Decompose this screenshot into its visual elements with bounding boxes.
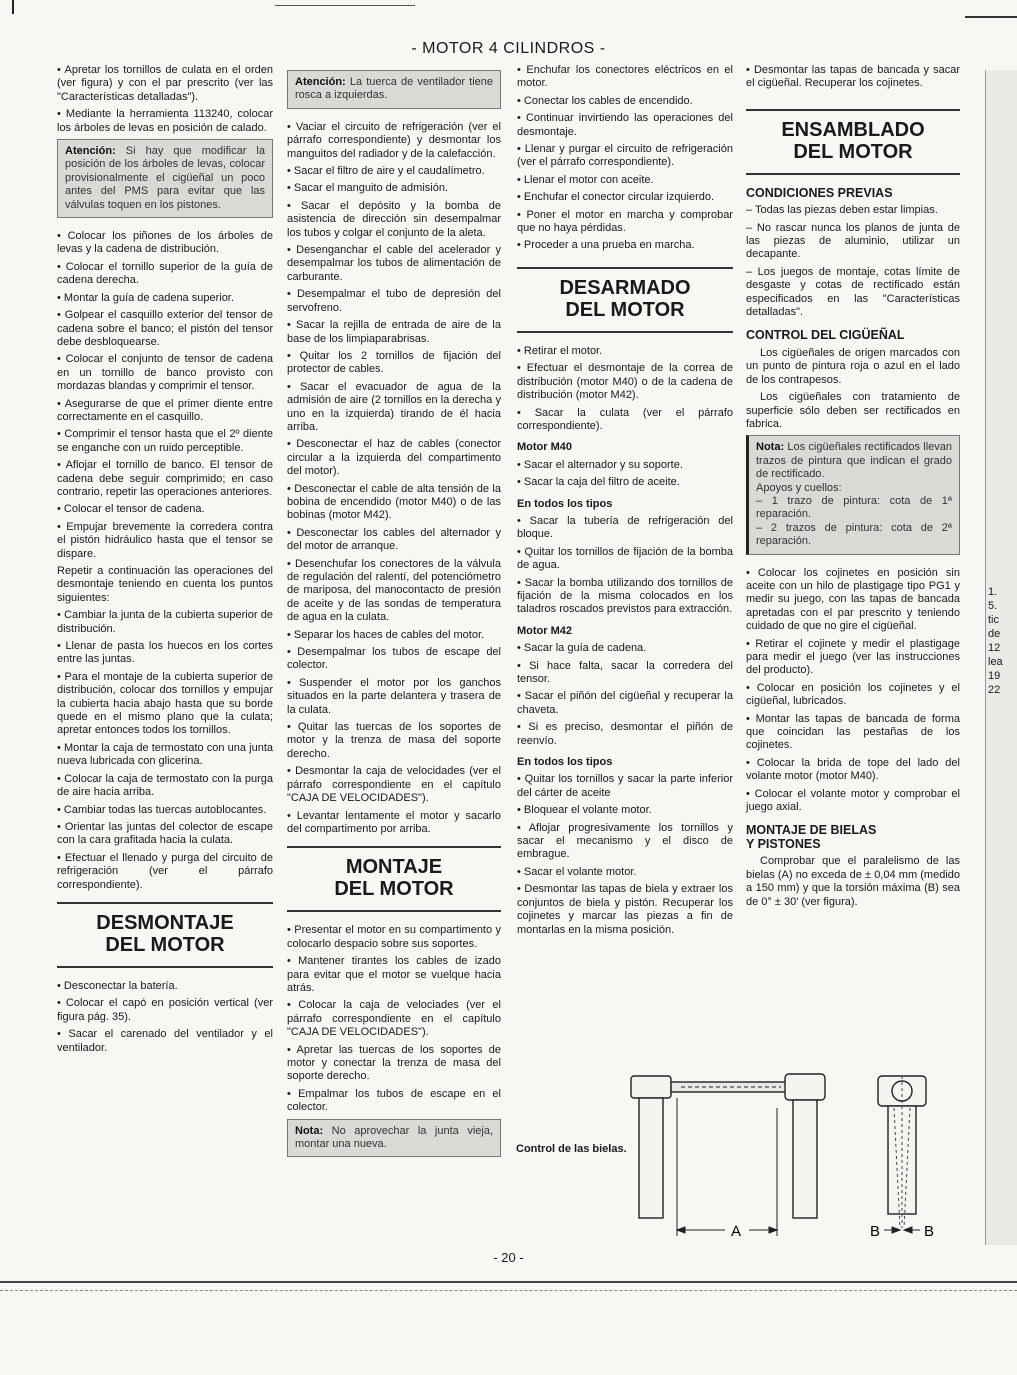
box-line: – 2 trazos de pintura: cota de 2ª reparación. bbox=[756, 521, 952, 548]
edge-text: 19 bbox=[988, 670, 1001, 682]
paragraph: • Colocar el volante motor y comprobar el juego axial. bbox=[746, 788, 960, 815]
paragraph: • Apretar las tuercas de los soportes de motor y conectar la trenza de masa del soporte derecho. bbox=[287, 1044, 501, 1084]
paragraph: • Desconectar el haz de cables (conector circular a la izquierda del compartimento del motor). bbox=[287, 438, 501, 478]
bottom-rule bbox=[0, 1281, 1017, 1283]
paragraph: • Sacar la guía de cadena. bbox=[517, 642, 733, 655]
top-right-rule bbox=[965, 16, 1017, 18]
column-1 bbox=[57, 64, 273, 1059]
edge-text: 22 bbox=[988, 684, 1001, 696]
paragraph: • Apretar los tornillos de culata en el orden (ver figura) y con el par prescrito (ver las "Características detalladas"). bbox=[57, 64, 273, 104]
subheading: En todos los tipos bbox=[517, 756, 613, 769]
paragraph: • Llenar el motor con aceite. bbox=[517, 174, 733, 187]
paragraph: • Sacar la rejilla de entrada de aire de la base de los limpiaparabrisas. bbox=[287, 319, 501, 346]
box-label: Nota: bbox=[295, 1124, 324, 1137]
subheading bbox=[746, 824, 960, 851]
rod-left bbox=[631, 1076, 671, 1218]
paragraph: • Desmontar las tapas de bancada y sacar el cigüeñal. Recuperar los cojinetes. bbox=[746, 64, 960, 91]
paragraph: – Todas las piezas deben estar limpias. bbox=[746, 204, 938, 217]
edge-text: 1. bbox=[988, 586, 998, 598]
paragraph: • Colocar la caja de termostato con la purga de aire hacia arriba. bbox=[57, 773, 273, 800]
paragraph: • Enchufar el conector circular izquierdo. bbox=[517, 191, 733, 204]
dimension-a bbox=[677, 1098, 777, 1236]
bottom-rule-dashed bbox=[0, 1290, 1017, 1291]
paragraph: • Levantar lentamente el motor y sacarlo del compartimento por arriba. bbox=[287, 810, 501, 837]
paragraph: • Sacar el volante motor. bbox=[517, 866, 733, 879]
box-label: Nota: bbox=[756, 441, 785, 454]
section-title-line-1: MONTAJE bbox=[345, 856, 443, 879]
paragraph: • Montar la guía de cadena superior. bbox=[57, 292, 273, 305]
paragraph: • Suspender el motor por los ganchos situados en la parte delantera y trasera de la culata. bbox=[287, 677, 501, 717]
adjacent-page-edge bbox=[985, 70, 1017, 1245]
paragraph: • Sacar la bomba utilizando dos tornillos de fijación de la misma colocados en los taladros roscados previstos para extracción. bbox=[517, 577, 733, 617]
section-title-line-2: DEL MOTOR bbox=[565, 298, 685, 321]
box-label: Atención: bbox=[65, 145, 116, 158]
box-label: Atención: bbox=[295, 76, 346, 88]
box-text: La tuerca de ventilador tiene rosca a izquierdas. bbox=[295, 76, 493, 102]
corner-mark bbox=[12, 0, 14, 14]
paragraph: • Quitar los 2 tornillos de fijación del protector de cables. bbox=[287, 350, 501, 377]
paragraph: • Desconectar los cables del alternador y del motor de arranque. bbox=[287, 527, 501, 554]
paragraph: • Mantener tirantes los cables de izado para evitar que el motor se vuelque hacia atrás. bbox=[287, 955, 501, 995]
paragraph: • Colocar los cojinetes en posición sin aceite con un hilo de plastigage tipo PG1 y medir su juego, con las tapas de bancada apretadas con el par prescrito y teniendo cuidado de que no gire el cigüeñal. bbox=[746, 567, 960, 634]
paragraph: • Retirar el cojinete y medir el plastigage para medir el juego (ver las instrucciones del producto). bbox=[746, 638, 960, 678]
box-text: No aprovechar la junta vieja, montar una nueva. bbox=[295, 1124, 493, 1150]
paragraph: • Desmontar las tapas de biela y extraer los conjuntos de biela y pistón. Recuperar los cojinetes y marcar las piezas a fin de montarlas en la misma posición. bbox=[517, 883, 733, 937]
paragraph: • Retirar el motor. bbox=[517, 345, 733, 358]
paragraph: Los cigüeñales con tratamiento de superficie sólo deben ser rectificados en fabrica. bbox=[746, 391, 960, 430]
note-box bbox=[287, 1119, 501, 1158]
box-line: – 1 trazo de pintura: cota de 1ª reparación. bbox=[756, 494, 952, 521]
paragraph: Comprobar que el paralelismo de las bielas (A) no exceda de ± 0,04 mm (medido a 150 mm) y que la torsión máxima (B) sea de 0° ± 30' (ver figura). bbox=[746, 855, 960, 908]
subheading-line-1: MONTAJE DE BIELAS bbox=[746, 823, 877, 838]
section-title-line-1: ENSAMBLADO bbox=[781, 118, 925, 141]
box-line: Apoyos y cuellos: bbox=[756, 481, 842, 494]
subheading: Motor M40 bbox=[517, 441, 572, 454]
subheading: En todos los tipos bbox=[517, 497, 613, 510]
paragraph: • Desmontar la caja de velocidades (ver el párrafo correspondiente en el capítulo "CAJA DE VELOCIDADES"). bbox=[287, 765, 501, 805]
paragraph: • Desempalmar el tubo de depresión del servofreno. bbox=[287, 288, 501, 315]
paragraph: • Sacar el piñón del cigüeñal y recuperar la chaveta. bbox=[517, 690, 733, 717]
subheading-line-2: Y PISTONES bbox=[746, 836, 821, 851]
rod-beam bbox=[671, 1082, 791, 1092]
section-heading-montaje bbox=[287, 846, 501, 912]
rod-right bbox=[785, 1074, 825, 1218]
label-a: A bbox=[731, 1223, 742, 1240]
edge-text: lea bbox=[988, 656, 1003, 668]
paragraph: • Separar los haces de cables del motor. bbox=[287, 629, 501, 642]
page-number: - 20 - bbox=[493, 1250, 524, 1265]
paragraph: – Los juegos de montaje, cotas límite de desgaste y cotas de rectificado están especificados en las "Características detalladas". bbox=[746, 265, 960, 319]
paragraph: • Empalmar los tubos de escape en el colector. bbox=[287, 1088, 501, 1115]
column-4 bbox=[746, 64, 960, 913]
paragraph: • Sacar el filtro de aire y el caudalímetro. bbox=[287, 165, 501, 178]
subheading: Motor M42 bbox=[517, 624, 572, 637]
column-3 bbox=[517, 64, 733, 941]
paragraph: • Colocar el capó en posición vertical (ver figura pág. 35). bbox=[57, 997, 273, 1024]
paragraph: • Desconectar la batería. bbox=[57, 980, 273, 993]
subheading: CONTROL DEL CIGÜEÑAL bbox=[746, 328, 905, 343]
paragraph: • Orientar las juntas del colector de escape con la cara grafitada hacia la culata. bbox=[57, 821, 273, 848]
paragraph: • Comprimir el tensor hasta que el 2º diente se enganche con un ruido perceptible. bbox=[57, 428, 273, 455]
paragraph: • Llenar de pasta los huecos en los cortes entre las juntas. bbox=[57, 640, 273, 667]
edge-text: de bbox=[988, 628, 1001, 640]
note-box bbox=[746, 435, 960, 554]
paragraph: • Montar la caja de termostato con una junta nueva lubricada con glicerina. bbox=[57, 742, 273, 769]
paragraph: • Efectuar el llenado y purga del circuito de refrigeración (ver el párrafo correspondiente). bbox=[57, 852, 273, 892]
paragraph: • Cambiar la junta de la cubierta superior de distribución. bbox=[57, 609, 273, 636]
section-heading-desarmado bbox=[517, 267, 733, 333]
paragraph: • Bloquear el volante motor. bbox=[517, 804, 733, 817]
paragraph: • Conectar los cables de encendido. bbox=[517, 95, 733, 108]
paragraph: • Llenar y purgar el circuito de refrigeración (ver el párrafo correspondiente). bbox=[517, 143, 733, 170]
paragraph: • Proceder a una prueba en marcha. bbox=[517, 239, 733, 252]
paragraph: • Colocar la caja de velociades (ver el párrafo correspondiente en el capítulo "CAJA DE VELOCIDADES"). bbox=[287, 999, 501, 1039]
section-heading-desmontaje bbox=[57, 902, 273, 968]
paragraph: • Asegurarse de que el primer diente entre correctamente en el casquillo. bbox=[57, 398, 273, 425]
section-title-line-2: DEL MOTOR bbox=[105, 933, 225, 956]
paragraph: • Sacar la caja del filtro de aceite. bbox=[517, 476, 733, 489]
paragraph: • Presentar el motor en su compartimento y colocarlo despacio sobre sus soportes. bbox=[287, 924, 501, 951]
paragraph: • Golpear el casquillo exterior del tensor de cadena sobre el banco; el pistón del tensor debe desbloquearse. bbox=[57, 309, 273, 349]
paragraph: • Sacar la tubería de refrigeración del bloque. bbox=[517, 515, 733, 542]
paragraph: • Cambiar todas las tuercas autoblocantes. bbox=[57, 804, 273, 817]
box-text: Los cigüeñales rectificados llevan trazos de pintura que indican el grado de rectificado. bbox=[756, 441, 952, 481]
paragraph: • Sacar el manguito de admisión. bbox=[287, 182, 501, 195]
column-2 bbox=[287, 64, 501, 1169]
paragraph: • Quitar los tornillos de fijación de la bomba de agua. bbox=[517, 546, 733, 573]
paragraph: • Efectuar el desmontaje de la correa de distribución (motor M40) o de la cadena de distribución (motor M42). bbox=[517, 362, 733, 402]
edge-text: 5. bbox=[988, 600, 998, 612]
paragraph: • Sacar el alternador y su soporte. bbox=[517, 459, 733, 472]
paragraph: • Aflojar el tornillo de banco. El tensor de cadena debe seguir comprimido; en caso contrario, repetir las operaciones anteriores. bbox=[57, 459, 273, 499]
paragraph: • Colocar la brida de tope del lado del volante motor (motor M40). bbox=[746, 757, 960, 784]
attention-box bbox=[57, 139, 273, 218]
paragraph: Repetir a continuación las operaciones del desmontaje teniendo en cuenta los puntos siguientes: bbox=[57, 565, 273, 604]
section-title-line-1: DESMONTAJE bbox=[96, 911, 234, 934]
paragraph: • Desenganchar el cable del acelerador y desempalmar los tubos de alimentación de carburante. bbox=[287, 244, 501, 284]
paragraph: • Aflojar progresivamente los tornillos y sacar el mecanismo y el disco de embrague. bbox=[517, 822, 733, 862]
paragraph: • Desenchufar los conectores de la válvula de regulación del ralentí, del potenciómetro de mariposa, del manocontacto de presión de aceite y de las sondas de temperatura de agua en la culata. bbox=[287, 558, 501, 625]
paragraph: • Continuar invirtiendo las operaciones del desmontaje. bbox=[517, 112, 733, 139]
paragraph: • Sacar la culata (ver el párrafo correspondiente). bbox=[517, 407, 733, 434]
paragraph: – No rascar nunca los planos de junta de las piezas de aluminio, utilizar un decapante. bbox=[746, 221, 960, 261]
paragraph: • Desconectar el cable de alta tensión de la bobina de encendido (motor M40) o de las bobinas (motor M42). bbox=[287, 483, 501, 523]
paragraph: • Si es preciso, desmontar el piñón de reenvío. bbox=[517, 721, 733, 748]
paragraph: • Empujar brevemente la corredera contra el pistón hidráulico hasta que el tensor se dispare. bbox=[57, 521, 273, 561]
paragraph: • Montar las tapas de bancada de forma que coincidan las pestañas de los cojinetes. bbox=[746, 713, 960, 753]
paragraph: • Vaciar el circuito de refrigeración (ver el párrafo correspondiente) y desmontar los manguitos del radiador y de la calefacción. bbox=[287, 121, 501, 161]
paragraph: • Enchufar los conectores eléctricos en el motor. bbox=[517, 64, 733, 91]
paragraph: • Sacar el depósito y la bomba de asistencia de dirección sin desempalmar los tubos y colgar el conjunto de la aleta. bbox=[287, 200, 501, 240]
paragraph: • Mediante la herramienta 113240, colocar los árboles de levas en posición de calado. bbox=[57, 108, 273, 135]
label-b-left: B bbox=[870, 1223, 881, 1240]
attention-box bbox=[287, 70, 501, 109]
section-title-line-2: DEL MOTOR bbox=[334, 878, 454, 901]
section-heading-ensamblado bbox=[746, 109, 960, 175]
edge-text: 12 bbox=[988, 642, 1001, 654]
edge-text: tic bbox=[988, 614, 999, 626]
paragraph: • Colocar el conjunto de tensor de cadena en un tornillo de banco provisto con mordazas blandas y comprimir el tensor. bbox=[57, 353, 273, 393]
page-header: - MOTOR 4 CILINDROS - bbox=[411, 40, 606, 57]
box-text: Si hay que modificar la posición de los árboles de levas, colocar provisionalmente el cigüeñal un poco antes del PMS para evitar que las válvulas toquen en los pistones. bbox=[65, 145, 265, 211]
paragraph: • Desempalmar los tubos de escape del colector. bbox=[287, 646, 501, 673]
subheading: CONDICIONES PREVIAS bbox=[746, 185, 893, 200]
paragraph: • Colocar los piñones de los árboles de levas y la cadena de distribución. bbox=[57, 230, 273, 257]
top-rule bbox=[275, 5, 415, 6]
label-b-right: B bbox=[924, 1223, 935, 1240]
paragraph: • Poner el motor en marcha y comprobar que no haya pérdidas. bbox=[517, 209, 733, 236]
paragraph: • Sacar el carenado del ventilador y el ventilador. bbox=[57, 1028, 273, 1055]
paragraph: Los cigüeñales de origen marcados con un punto de pintura roja o azul en el lado de los contrapesos. bbox=[746, 346, 960, 386]
paragraph: • Quitar las tuercas de los soportes de motor y la trenza de masa del soporte derecho. bbox=[287, 721, 501, 761]
paragraph: • Para el montaje de la cubierta superior de distribución, colocar dos tornillos y empujar la cubierta hacia abajo hasta que su borde quede en el mismo plano que la culata; apretar entonces todos los tornillos. bbox=[57, 671, 273, 738]
section-title-line-1: DESARMADO bbox=[559, 276, 691, 299]
figure-caption: Control de las bielas. bbox=[516, 1143, 627, 1155]
paragraph: • Colocar en posición los cojinetes y el cigüeñal, lubricados. bbox=[746, 682, 960, 709]
paragraph: • Colocar el tensor de cadena. bbox=[57, 503, 273, 516]
paragraph: • Colocar el tornillo superior de la guía de cadena derecha. bbox=[57, 261, 273, 288]
paragraph: • Sacar el evacuador de agua de la admisión de aire (2 tornillos en la derecha y uno en la izquierda) tirando de él hacia arriba. bbox=[287, 381, 501, 435]
rod-parallelism-figure bbox=[625, 1068, 835, 1243]
paragraph: • Si hace falta, sacar la corredera del tensor. bbox=[517, 660, 733, 687]
section-title-line-2: DEL MOTOR bbox=[793, 140, 913, 163]
paragraph: • Quitar los tornillos y sacar la parte inferior del cárter de aceite bbox=[517, 773, 733, 800]
rod-torsion-figure bbox=[860, 1068, 960, 1243]
